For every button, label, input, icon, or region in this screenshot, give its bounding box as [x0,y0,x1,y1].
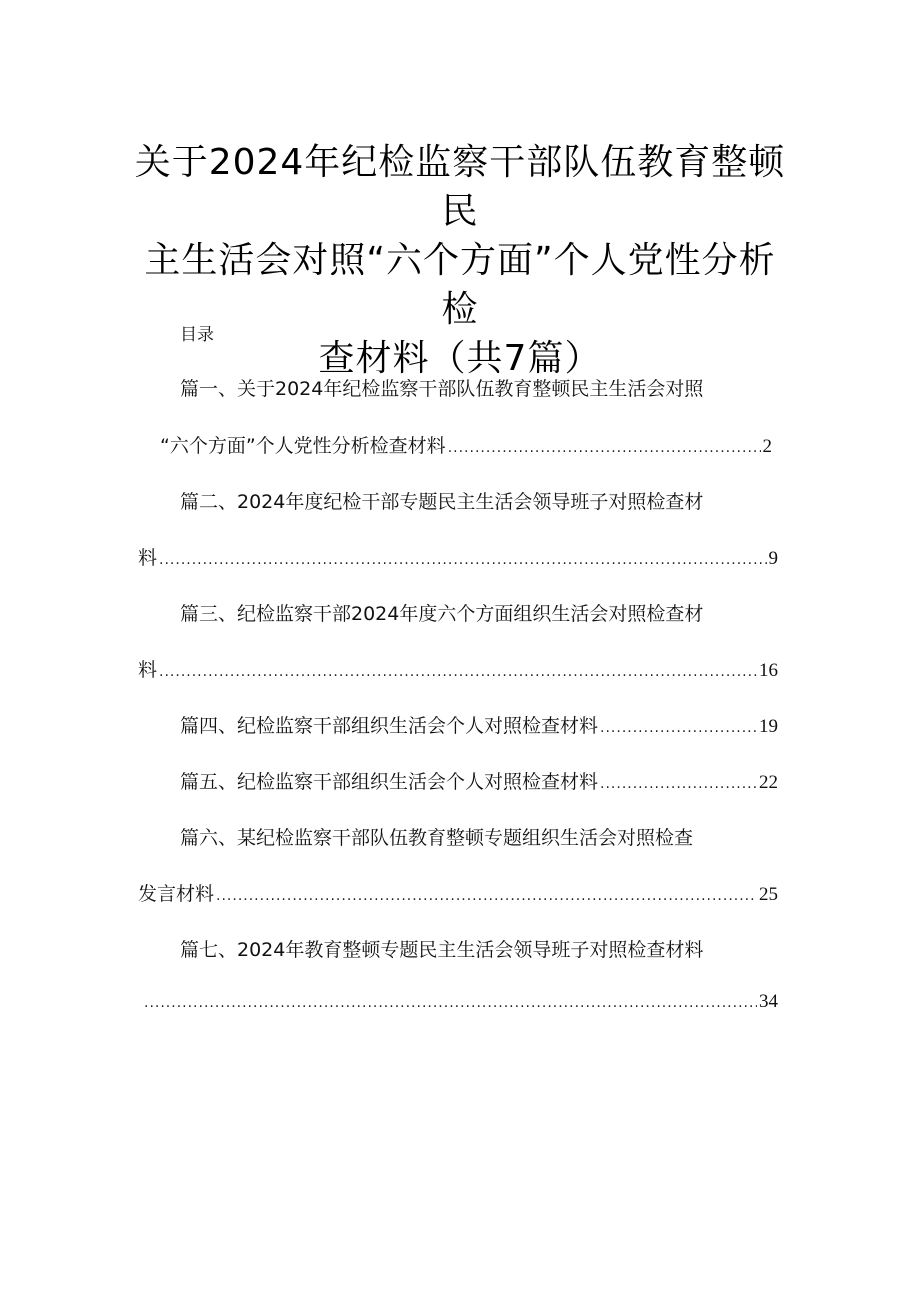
toc-entry-6-leader[interactable] [138,879,778,906]
toc-entry-2-line2: 料 [138,547,158,569]
toc-entry-3-line1[interactable]: 篇三、纪检监察干部2024年度六个方面组织生活会对照检查材 [180,603,704,625]
toc-entry-1-line1[interactable]: 篇一、关于2024年纪检监察干部队伍教育整顿民主生活会对照 [180,378,704,400]
toc-entry-4-leader[interactable] [180,711,778,738]
title-line-1: 关于2024年纪检监察干部队伍教育整顿民 [134,142,786,232]
dot-leader [600,776,757,792]
toc-label: 目录 [180,325,214,345]
toc-entry-2-line1[interactable]: 篇二、2024年度纪检干部专题民主生活会领导班子对照检查材 [180,491,704,513]
toc-entry-2-page: 9 [768,548,778,569]
dot-leader [159,664,757,680]
toc-entry-3-leader[interactable] [138,655,778,682]
title-line-3: 查材料（共7篇） [318,338,602,379]
dot-leader [600,720,757,736]
toc-entry-7-line1[interactable]: 篇七、2024年教育整顿专题民主生活会领导班子对照检查材料 [180,939,704,961]
toc-entry-6-line1[interactable]: 篇六、某纪检监察干部队伍教育整顿专题组织生活会对照检查 [180,827,694,849]
title-line-2: 主生活会对照“六个方面”个人党性分析检 [144,240,776,330]
toc-entry-7-leader[interactable] [142,991,778,1013]
toc-entry-3-line2: 料 [138,659,158,681]
dot-leader [144,995,757,1011]
toc-entry-7-page: 34 [759,991,778,1012]
toc-entry-6-line2: 发言材料 [138,883,215,905]
toc-entry-3-page: 16 [759,660,778,681]
toc-entry-2-leader[interactable] [138,543,778,570]
toc-entry-5-leader[interactable] [180,767,778,794]
dot-leader [216,888,757,904]
dot-leader [159,552,766,568]
toc-entry-5-line: 篇五、纪检监察干部组织生活会个人对照检查材料 [180,771,599,793]
toc-entry-1-line2: “六个方面”个人党性分析检查材料 [160,435,446,457]
toc-entry-4-line: 篇四、纪检监察干部组织生活会个人对照检查材料 [180,715,599,737]
toc-entry-1-leader[interactable] [160,431,772,458]
toc-entry-4-page: 19 [759,716,778,737]
document-title [130,138,790,383]
toc-entry-5-page: 22 [759,772,778,793]
toc-entry-1-page: 2 [762,436,772,457]
dot-leader [448,440,761,456]
toc-entry-6-page: 25 [759,884,778,905]
